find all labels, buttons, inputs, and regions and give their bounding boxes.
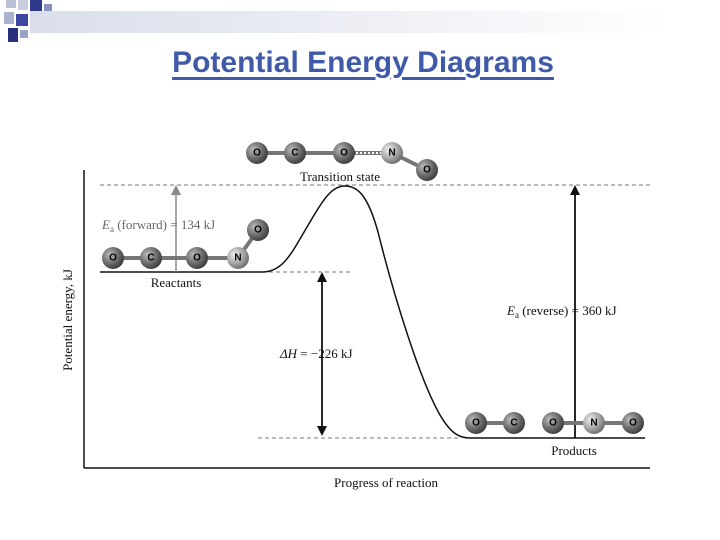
atom-label: C: [291, 147, 299, 159]
atom-label: O: [340, 147, 348, 159]
atom-label: O: [549, 417, 557, 429]
ea-reverse-subscript: a: [514, 310, 519, 320]
atom-label: C: [510, 417, 518, 429]
atom-label: O: [109, 252, 117, 264]
ea-forward-symbol: E: [102, 217, 110, 232]
atom-label: N: [590, 417, 598, 429]
atom-label: O: [423, 164, 431, 176]
ea-forward-text: (forward) = 134 kJ: [113, 217, 216, 232]
ea-reverse-text: (reverse) = 360 kJ: [518, 303, 617, 318]
x-axis-label: Progress of reaction: [334, 475, 438, 490]
ea-forward-label: [101, 217, 215, 234]
delta-h-text: = −226 kJ: [297, 346, 353, 361]
products-label: Products: [551, 443, 597, 458]
slide-title: Potential Energy Diagrams: [172, 46, 554, 79]
y-axis-label: Potential energy, kJ: [60, 269, 75, 371]
atom-label: O: [253, 147, 261, 159]
atom-label: O: [193, 252, 201, 264]
reactants-label: Reactants: [150, 275, 202, 290]
products-molecule: [465, 412, 644, 434]
transition-state-label: Transition state: [299, 169, 381, 184]
atom-label: C: [147, 252, 155, 264]
atom-label: O: [254, 224, 262, 236]
ea-reverse-symbol: E: [507, 303, 515, 318]
atom-label: O: [629, 417, 637, 429]
atom-label: O: [472, 417, 480, 429]
delta-h-label: [279, 346, 353, 361]
delta-h-symbol: ΔH: [280, 346, 298, 361]
ea-forward-subscript: a: [109, 224, 114, 234]
ea-reverse-label: [506, 303, 617, 320]
atom-label: N: [388, 147, 396, 159]
atom-label: N: [234, 252, 242, 264]
